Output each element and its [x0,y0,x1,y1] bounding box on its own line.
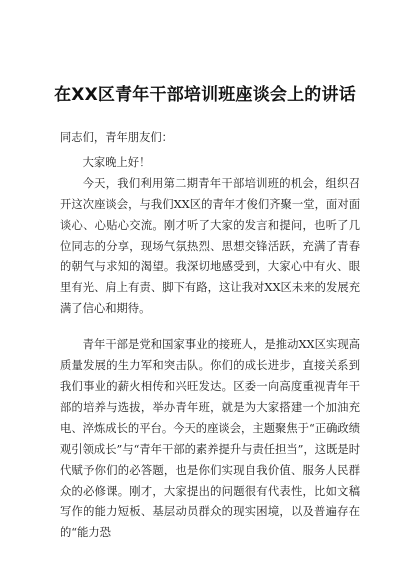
document-body [60,128,360,544]
document-title: 在XX区青年干部培训班座谈会上的讲话 [54,85,356,105]
paragraph-1: 今天，我们利用第二期青年干部培训班的机会，组织召开这次座谈会，与我们XX区的青年才俊们齐聚一堂，面对面谈心、心贴心交流。刚才听了大家的发言和提问，也听了几位同志的分享，现场气氛热烈、思想交锋活跃，充满了青春的朝气与求知的渴望。我深切地感受到，大家心中有火、眼里有光、肩上有责、脚下有路，这让我对XX区未来的发展充满了信心和期待。 [60,176,360,316]
paragraph-2: 青年干部是党和国家事业的接班人，是推动XX区实现高质量发展的生力军和突击队。你们的成长进步，直接关系到我们事业的薪火相传和兴旺发达。区委一向高度重视青年干部的培养与选拔，举办青年班，就是为大家搭建一个加油充电、淬炼成长的平台。今天的座谈会，主题聚焦于“正确政绩观引领成长”与“青年干部的素养提升与责任担当”，这既是时代赋予你们的必答题，也是你们实现自我价值、服务人民群众的必修课。刚才，大家提出的问题很有代表性，比如文稿写作的能力短板、基层动员群众的现实困境，以及普遍存在的“能力恐 [60,338,360,540]
greeting: 大家晚上好！ [82,155,151,169]
salutation: 同志们，青年朋友们： [60,131,173,144]
